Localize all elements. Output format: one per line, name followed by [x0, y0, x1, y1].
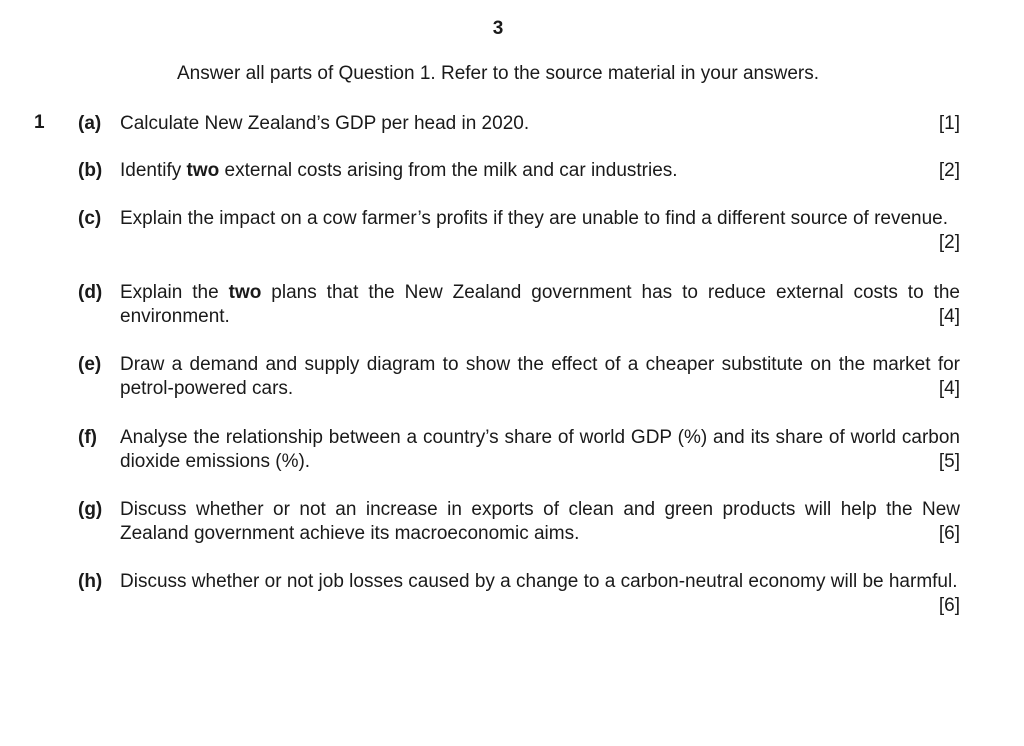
part-label: (h) [78, 571, 103, 592]
part-marks: [5] [938, 451, 960, 472]
part-text [120, 159, 960, 183]
part-label: (a) [78, 113, 102, 134]
question-part-e [78, 353, 960, 401]
part-marks: [6] [938, 595, 960, 616]
part-marks: [4] [938, 378, 960, 399]
part-text [120, 281, 960, 329]
instruction-text: Answer all parts of Question 1. Refer to the source material in your answers. [176, 63, 820, 84]
part-marks: [2] [938, 232, 960, 253]
part-label: (c) [78, 208, 102, 229]
question-part-f [78, 426, 960, 474]
part-label: (d) [78, 282, 103, 303]
part-text-bold: two [228, 282, 262, 303]
part-text-after: plans that the New Zealand government has to reduce external costs to the environment. [120, 282, 960, 327]
part-text: Calculate New Zealand’s GDP per head in 2020. [120, 113, 530, 134]
part-label: (g) [78, 499, 103, 520]
part-text-before: Explain the [120, 282, 229, 303]
part-text: Explain the impact on a cow farmer’s profits if they are unable to find a different source of revenue. [120, 208, 949, 229]
part-label: (e) [78, 354, 102, 375]
question-part-h [78, 570, 960, 618]
part-text: Discuss whether or not an increase in exports of clean and green products will help the New Zealand government achieve its macroeconomic aims. [120, 499, 960, 544]
part-text: Analyse the relationship between a country’s share of world GDP (%) and its share of world carbon dioxide emissions (%). [120, 427, 960, 472]
part-marks: [6] [938, 523, 960, 544]
question-part-d [78, 281, 960, 329]
part-label: (f) [78, 427, 97, 448]
part-label: (b) [78, 160, 103, 181]
part-text: Draw a demand and supply diagram to show the effect of a cheaper substitute on the market for petrol-powered cars. [120, 354, 960, 399]
question-part-a [78, 112, 960, 136]
part-marks: [1] [938, 113, 960, 134]
question-part-b [78, 159, 960, 183]
part-text-bold: two [186, 160, 220, 181]
part-text: Discuss whether or not job losses caused by a change to a carbon-neutral economy will be harmful. [120, 571, 958, 592]
part-text-after: external costs arising from the milk and car industries. [219, 160, 678, 181]
question-part-c [78, 207, 960, 255]
part-marks: [4] [938, 306, 960, 327]
question-number: 1 [34, 112, 45, 133]
page-number: 3 [492, 18, 504, 39]
part-marks: [2] [938, 160, 960, 181]
part-text-before: Identify [120, 160, 187, 181]
question-part-g [78, 498, 960, 546]
